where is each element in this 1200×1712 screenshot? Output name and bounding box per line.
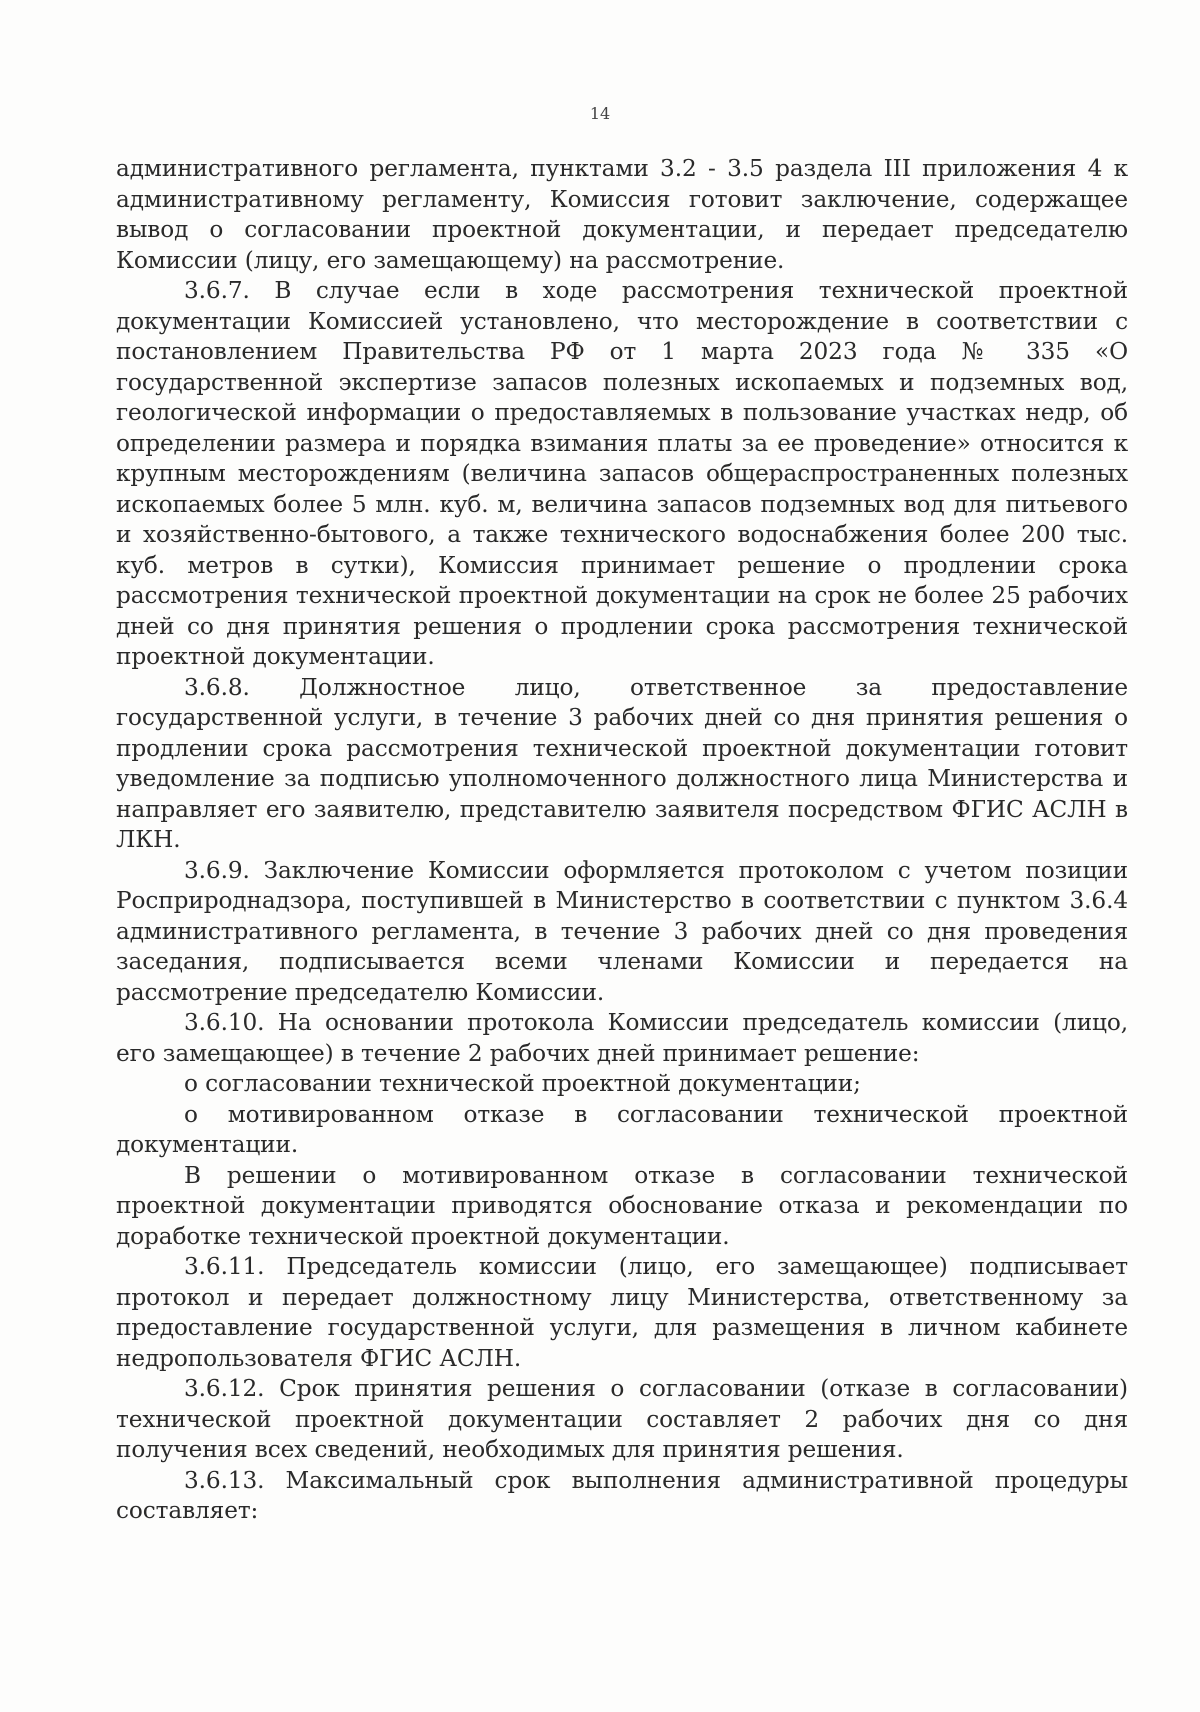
paragraph-3-6-8: 3.6.8. Должностное лицо, ответственное за предоставление государственной услуги, в течение 3 рабочих дней со дня принятия решения о продлении срока рассмотрения технической проектной документации готовит уведомление за подписью уполномоченного должностного лица Министерства и направляет его заявителю, представителю заявителя посредством ФГИС АСЛН в ЛКН. — [116, 673, 1128, 853]
paragraph-refusal-decision: В решении о мотивированном отказе в согласовании технической проектной документации приводятся обоснование отказа и рекомендации по доработке технической проектной документации. — [116, 1161, 1128, 1250]
list-item-approval: о согласовании технической проектной документации; — [184, 1070, 861, 1097]
paragraph-3-6-7: 3.6.7. В случае если в ходе рассмотрения технической проектной документации Комиссией установлено, что месторождение в соответствии с постановлением Правительства РФ от 1 марта 2023 года № 335 «О государственной экспертизе запасов полезных ископаемых и подземных вод, геологической информации о предоставляемых в пользование участках недр, об определении размера и порядка взимания платы за ее проведение» относится к крупным месторождениям (величина запасов общераспространенных полезных ископаемых более 5 млн. куб. м, величина запасов подземных вод для питьевого и хозяйственно-бытового, а также технического водоснабжения более 200 тыс. куб. метров в сутки), Комиссия принимает решение о продлении срока рассмотрения технической проектной документации на срок не более 25 рабочих дней со дня принятия решения о продлении срока рассмотрения технической проектной документации. — [116, 277, 1128, 670]
paragraph-3-6-12: 3.6.12. Срок принятия решения о согласовании (отказе в согласовании) технической проектной документации составляет 2 рабочих дня со дня получения всех сведений, необходимых для принятия решения. — [116, 1375, 1128, 1463]
paragraph-3-6-13: 3.6.13. Максимальный срок выполнения административной процедуры составляет: — [116, 1466, 1128, 1524]
list-item-refusal: о мотивированном отказе в согласовании технической проектной документации. — [116, 1100, 1128, 1158]
paragraph-3-6-9: 3.6.9. Заключение Комиссии оформляется протоколом с учетом позиции Росприроднадзора, поступившей в Министерство в соответствии с пунктом 3.6.4 административного регламента, в течение 3 рабочих дней со дня проведения заседания, подписывается всеми членами Комиссии и передается на рассмотрение председателю Комиссии. — [116, 856, 1128, 1006]
document-body — [116, 154, 1128, 1527]
paragraph-3-6-11: 3.6.11. Председатель комиссии (лицо, его замещающее) подписывает протокол и передает должностному лицу Министерства, ответственному за предоставление государственной услуги, для размещения в личном кабинете недропользователя ФГИС АСЛН. — [116, 1253, 1128, 1372]
paragraph-3-6-10: 3.6.10. На основании протокола Комиссии председатель комиссии (лицо, его замещающее) в течение 2 рабочих дней принимает решение: — [116, 1009, 1128, 1067]
page-number: 14 — [589, 104, 611, 123]
paragraph-continuation: административного регламента, пунктами 3.2 - 3.5 раздела III приложения 4 к административному регламенту, Комиссия готовит заключение, содержащее вывод о согласовании проектной документации, и передает председателю Комиссии (лицу, его замещающему) на рассмотрение. — [116, 155, 1128, 274]
